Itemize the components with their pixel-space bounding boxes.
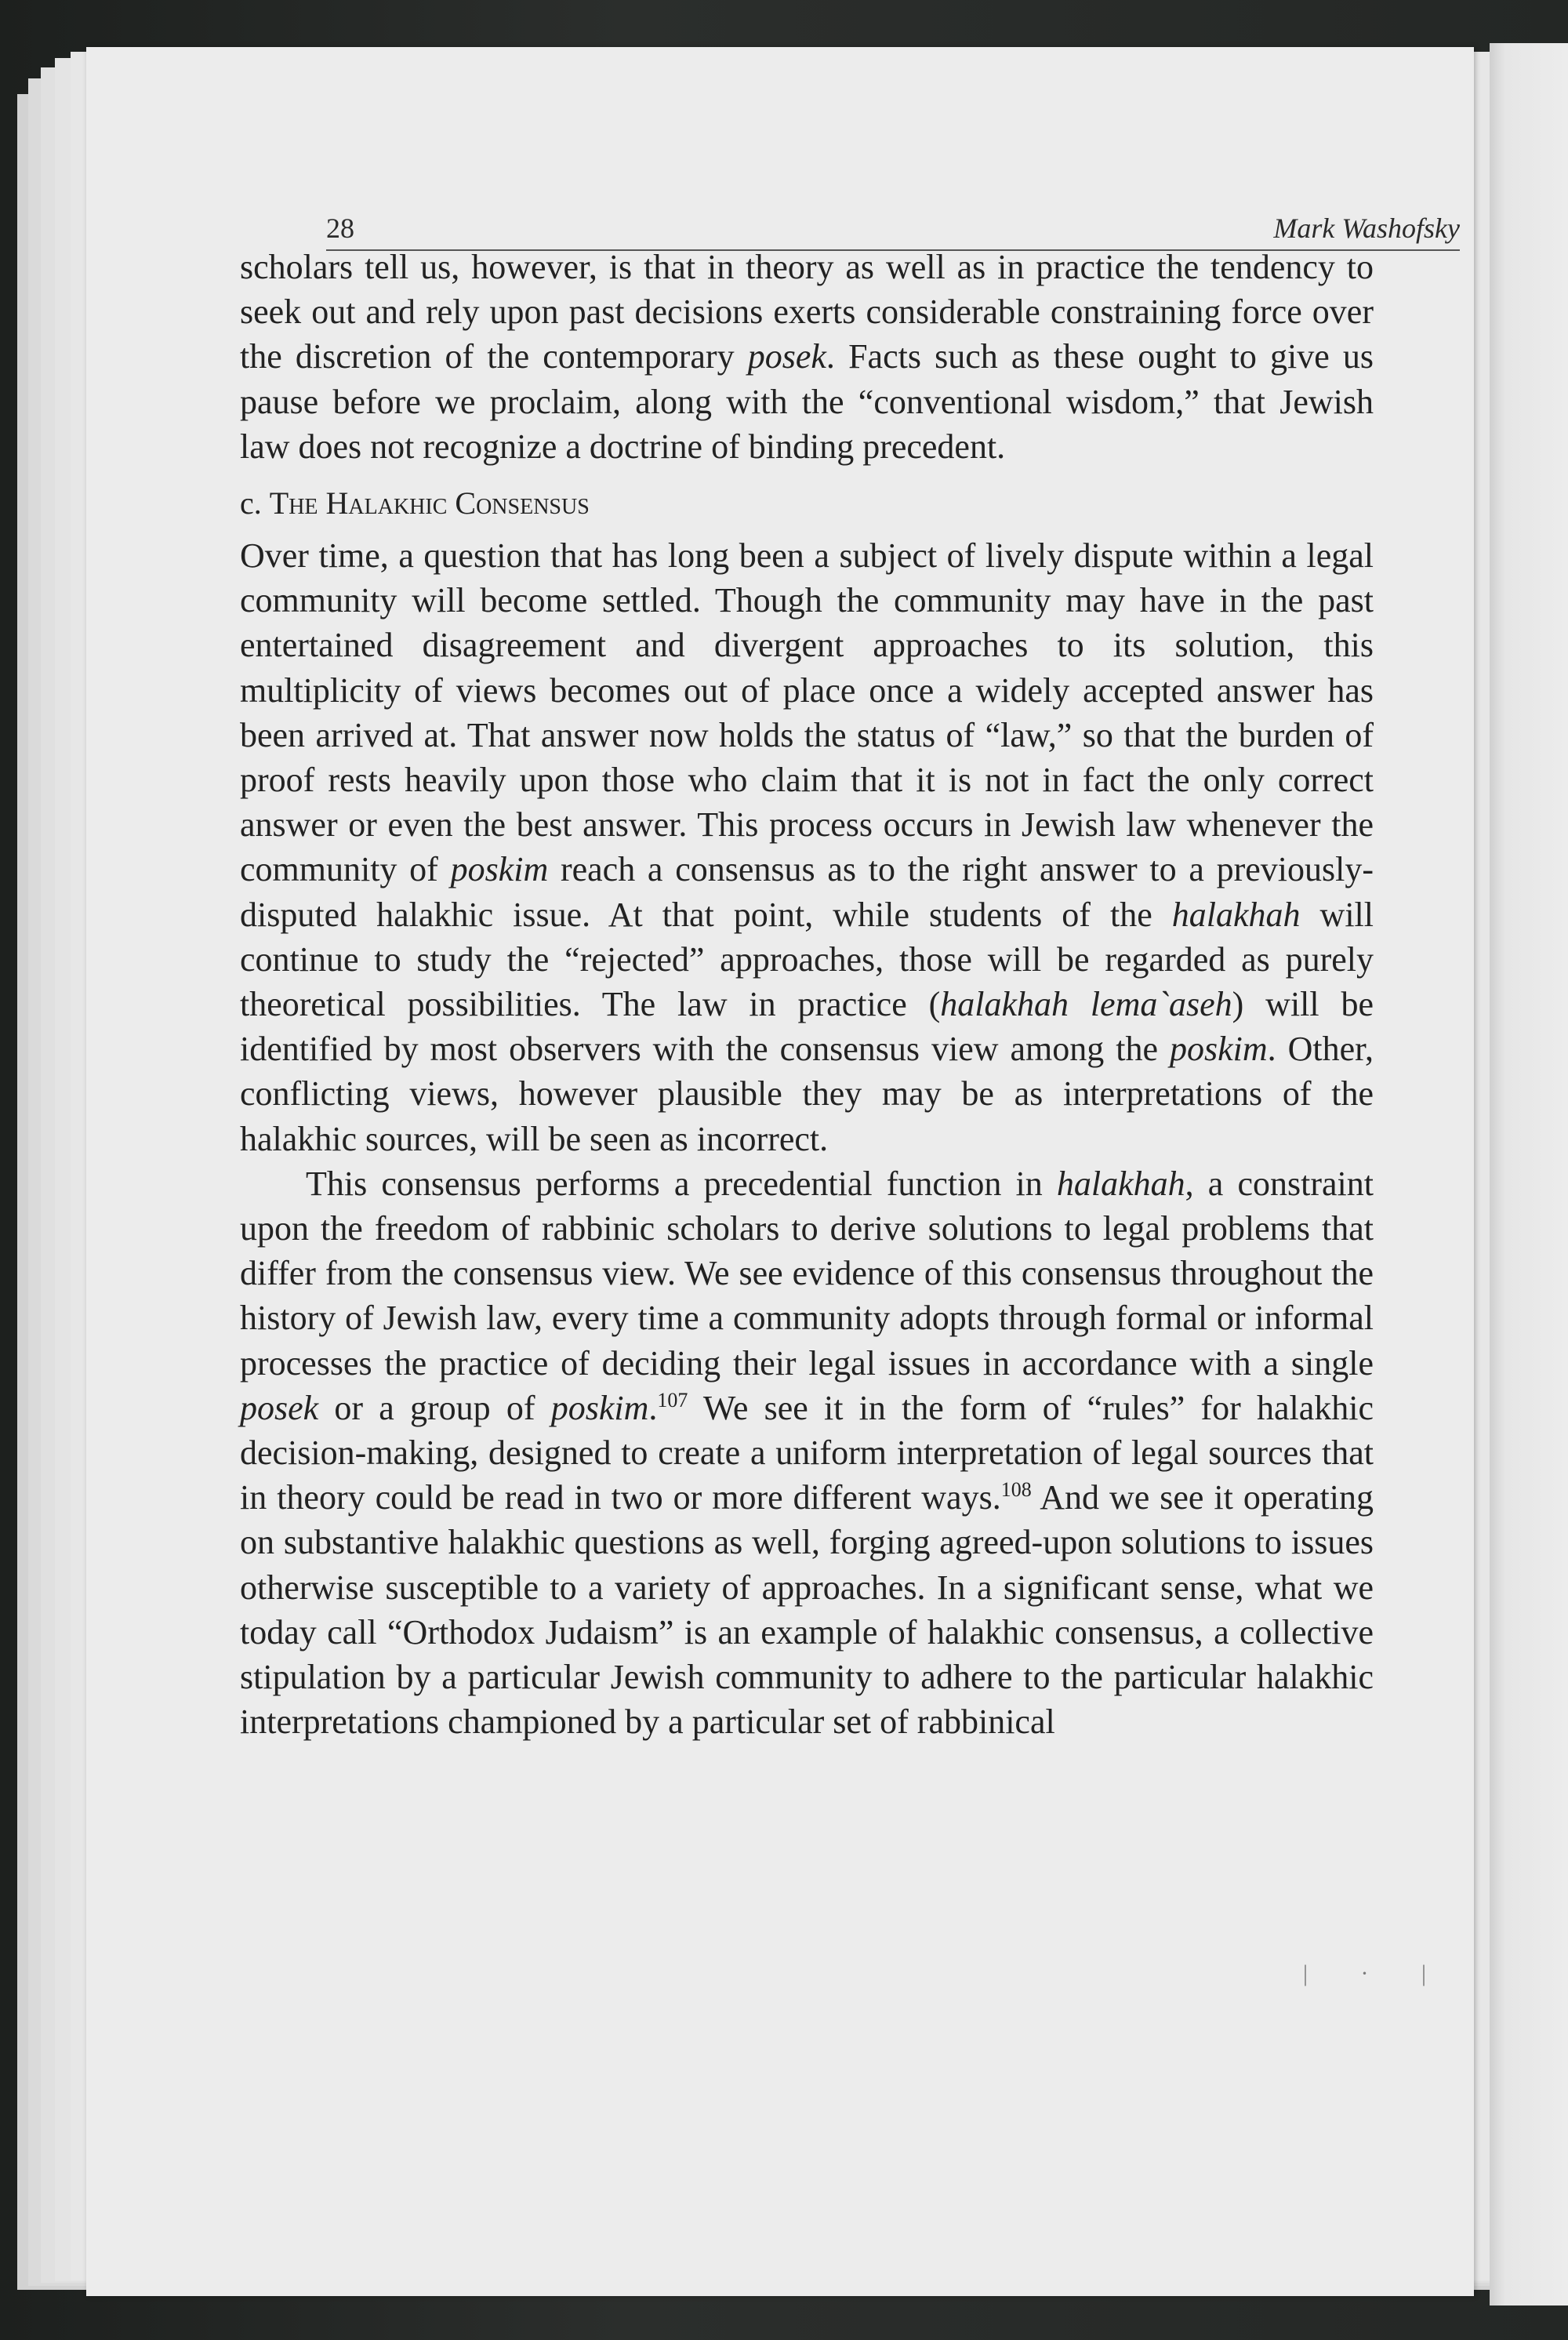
- running-author: Mark Washofsky: [1273, 213, 1460, 244]
- paragraph: This consensus performs a precedential function in halakhah, a constraint upon the freedom of rabbinic scholars to derive solutions to legal problems that differ from the consensus view. We see evidence of this consensus throughout the history of Jewish law, every time a community adopts through formal or informal processes the practice of deciding their legal issues in accordance with a single posek or a group of poskim.$^{107}$ We see it in the form of “rules” for halakhic decision-making, designed to create a uniform interpretation of legal sources that in theory could be read in two or more different ways.$^{108}$ And we see it operating on substantive halakhic questions as well, forging agreed-upon solutions to issues otherwise susceptible to a variety of approaches. In a significant sense, what we today call “Orthodox Judaism” is an example of halakhic consensus, a collective stipulation by a particular Jewish community to adhere to the particular halakhic interpretations championed by a particular set of rabbinical: [240, 1164, 1374, 1742]
- running-header: [326, 202, 1460, 251]
- paragraph: Over time, a question that has long been a subject of lively dispute within a legal community will become settled. Though the community may have in the past entertained disagreement and divergent approaches to its solution, this multiplicity of views becomes out of place once a widely accepted answer has been arrived at. That answer now holds the status of “law,” so that the burden of proof rests heavily upon those who claim that it is not in fact the only correct answer or even the best answer. This process occurs in Jewish law whenever the community of poskim reach a consensus as to the right answer to a previously-disputed halakhic issue. At that point, while students of the halakhah will continue to study the “rejected” approaches, those will be regarded as purely theoretical possibilities. The law in practice (halakhah lema`aseh) will be identified by most observers with the consensus view among the poskim. Other, conflicting views, however plausible they may be as interpretations of the halakhic sources, will be seen as incorrect.: [240, 536, 1374, 1158]
- paragraph: scholars tell us, however, is that in theory as well as in practice the tendency to seek out and rely upon past decisions exerts considerable constraining force over the discretion of the contemporary posek. Facts such as these ought to give us pause before we proclaim, along with the “conventional wisdom,” that Jewish law does not recognize a doctrine of binding precedent.: [240, 248, 1374, 466]
- thumb-mark-decoration: | · |: [1303, 1960, 1450, 1986]
- footnote-ref[interactable]: 107: [657, 1388, 688, 1412]
- footnote-ref[interactable]: 108: [1000, 1478, 1032, 1502]
- body-text: [240, 245, 1374, 1745]
- facing-page-edge: [1490, 43, 1568, 2305]
- section-heading: c. The Halakhic Consensus: [240, 485, 590, 521]
- page-number: 28: [326, 213, 354, 244]
